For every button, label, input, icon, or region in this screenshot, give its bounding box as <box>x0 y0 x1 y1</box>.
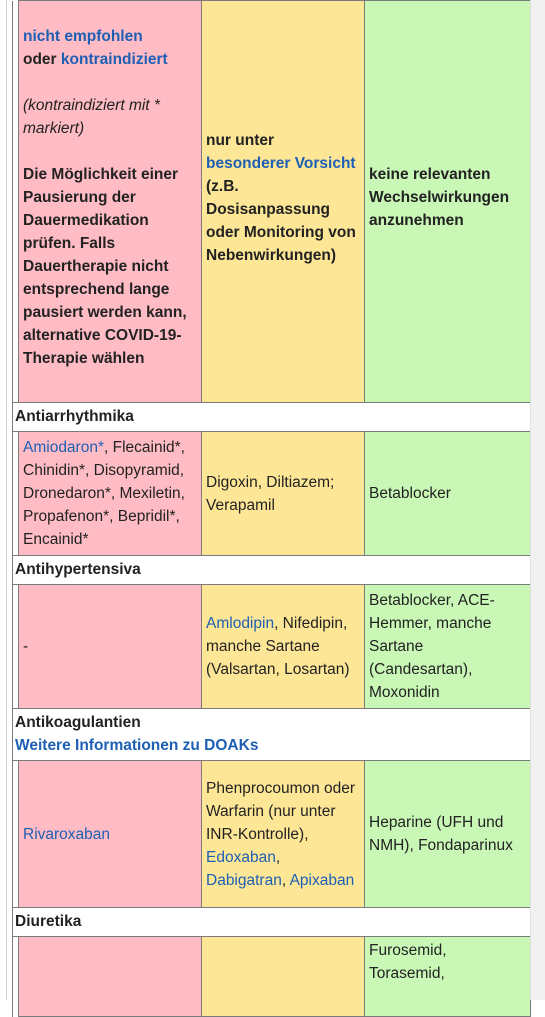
amlodipin-link[interactable]: Amlodipin <box>206 615 275 632</box>
legend-or-text: oder <box>23 51 61 68</box>
interaction-table-container <box>12 0 530 1017</box>
contraindicated-note: (kontraindiziert mit * markiert) <box>23 97 160 137</box>
separator-comma: , <box>275 848 281 866</box>
doak-info-link[interactable]: Weitere Informationen zu DOAKs <box>15 737 259 754</box>
antikoagulantien-red-cell <box>19 761 202 908</box>
antiarrhythmika-yellow-cell: Digoxin, Diltiazem; Verapamil <box>202 432 365 556</box>
table-row <box>13 937 531 1017</box>
vertical-scrollbar[interactable] <box>530 0 545 1000</box>
section-header-row <box>13 709 531 761</box>
table-row <box>13 432 531 556</box>
table-row <box>13 585 531 709</box>
pause-advice-text: Die Möglichkeit einer Pausierung der Dauermedikation prüfen. Falls Dauertherapie nicht entsprechend lange pausiert werden kann, alternative COVID-19-Therapie wählen <box>23 166 187 367</box>
legend-green-text: keine relevanten Wechselwirkungen anzunehmen <box>369 166 510 229</box>
section-title-antiarrhythmika: Antiarrhythmika <box>13 403 531 432</box>
section-title-diuretika: Diuretika <box>13 908 531 937</box>
legend-red-cell <box>19 1 202 403</box>
legend-yellow-post: (z.B. Dosisanpassung oder Monitoring von Nebenwirkungen) <box>206 177 356 264</box>
antihypertensiva-yellow-text: , Nifedipin, manche Sartane (Valsartan, Losartan) <box>206 615 350 678</box>
apixaban-link[interactable]: Apixaban <box>289 871 355 889</box>
section-header-row <box>13 908 531 937</box>
antihypertensiva-red-cell: - <box>19 585 202 709</box>
legend-yellow-pre: nur unter <box>206 131 275 149</box>
antiarrhythmika-red-text: , Flecainid*, Chinidin*, Disopyramid, Dronedaron*, Mexiletin, Propafenon*, Bepridil*, Encainid* <box>23 439 185 548</box>
antihypertensiva-yellow-cell <box>202 585 365 709</box>
diuretika-yellow-cell <box>202 937 365 1017</box>
amiodaron-link[interactable]: Amiodaron* <box>23 439 104 456</box>
section-title-antikoagulantien: Antikoagulantien <box>15 714 141 731</box>
legend-yellow-cell <box>202 1 365 403</box>
diuretika-red-cell <box>19 937 202 1017</box>
rivaroxaban-link[interactable]: Rivaroxaban <box>23 825 111 843</box>
antikoagulantien-yellow-text: Phenprocoumon oder Warfarin (nur unter INR-Kontrolle), <box>206 779 356 843</box>
section-title-antihypertensiva: Antihypertensiva <box>13 556 531 585</box>
diuretika-green-cell: Furosemid, Torasemid, <box>365 937 531 1017</box>
page-left-border <box>6 0 7 1000</box>
section-header-row <box>13 403 531 432</box>
antiarrhythmika-green-cell: Betablocker <box>365 432 531 556</box>
interaction-table <box>12 0 531 1017</box>
separator-comma: , <box>281 871 287 889</box>
not-recommended-link[interactable]: nicht empfohlen <box>23 28 143 45</box>
contraindicated-link[interactable]: kontraindiziert <box>60 51 168 68</box>
section-header-row <box>13 556 531 585</box>
edoxaban-link[interactable]: Edoxaban <box>206 848 276 866</box>
legend-green-cell <box>365 1 531 403</box>
antikoagulantien-green-cell: Heparine (UFH und NMH), Fondaparinux <box>365 761 531 908</box>
legend-row <box>13 1 531 403</box>
table-row <box>13 761 531 908</box>
antihypertensiva-green-cell: Betablocker, ACE-Hemmer, manche Sartane (Candesartan), Moxonidin <box>365 585 531 709</box>
dabigatran-link[interactable]: Dabigatran <box>206 871 282 889</box>
antiarrhythmika-red-cell <box>19 432 202 556</box>
section-header-antikoagulantien <box>13 709 531 761</box>
special-caution-link[interactable]: besonderer Vorsicht <box>206 154 356 172</box>
antikoagulantien-yellow-cell <box>202 761 365 908</box>
